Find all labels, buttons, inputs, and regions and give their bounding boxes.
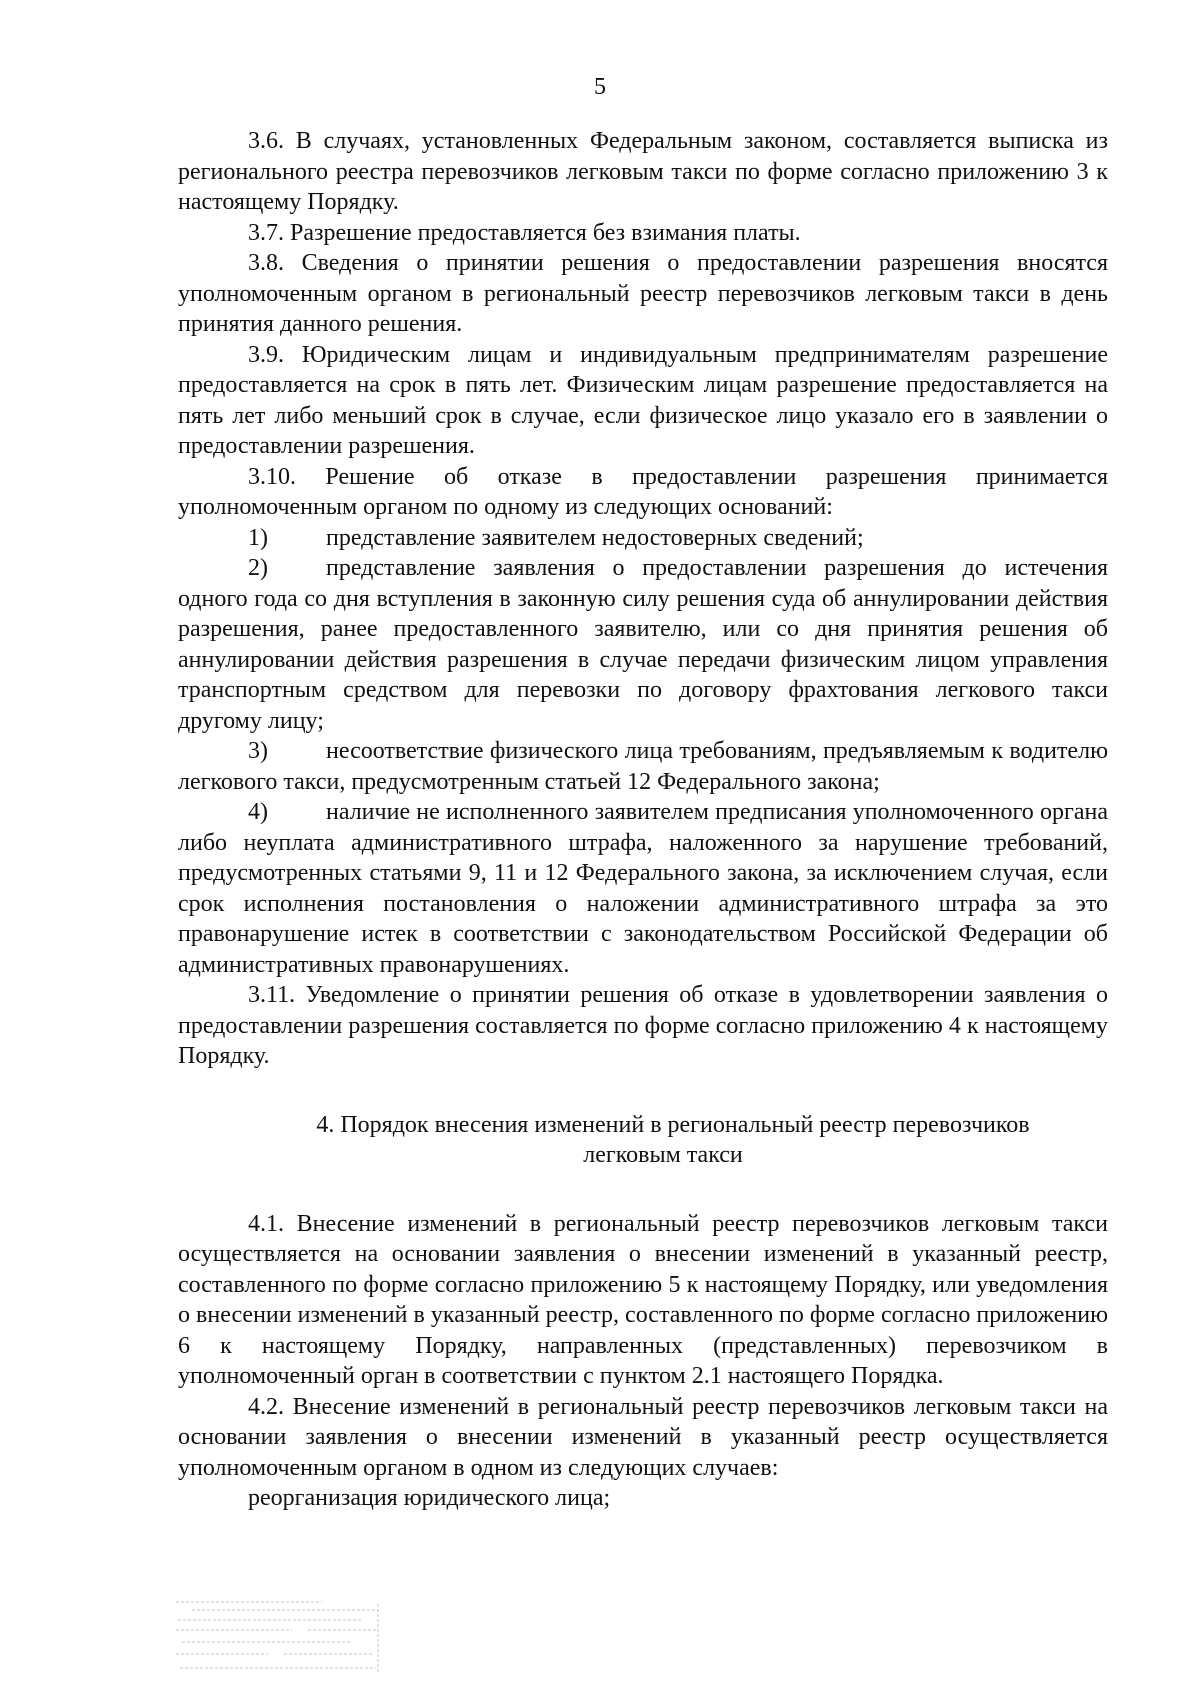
list-item-text: представление заявления о предоставлении разрешения до истечения одного года со дня вступления в законную силу решения суда об аннулировании действия разрешения, ранее предоставленного заявителю, или со дня принятия решения об аннулировании действия разрешения в случае передачи физическим лицом управления транспортным средством для перевозки по договору фрахтования легкового такси другому лицу; [178, 555, 1108, 734]
section-heading-line-2: легковым такси [583, 1142, 743, 1168]
list-item-number: 3) [248, 738, 268, 764]
list-item-4 [178, 797, 1108, 980]
list-item-1 [178, 523, 1108, 554]
section-4 [178, 1209, 1108, 1514]
list-item-3 [178, 736, 1108, 797]
paragraph-4-2: 4.2. Внесение изменений в региональный реестр перевозчиков легковым такси на основании заявления о внесении изменений в указанный реестр осуществляется уполномоченным органом в одном из следующих случаев: [178, 1393, 1108, 1481]
list-item-text: наличие не исполненного заявителем предписания уполномоченного органа либо неуплата административного штрафа, наложенного за нарушение требований, предусмотренных статьями 9, 11 и 12 Федерального закона, за исключением случая, если срок исполнения постановления о наложении административного штрафа за это правонарушение истек в соответствии с законодательством Российской Федерации об административных правонарушениях. [178, 799, 1108, 978]
paragraph-3-8: 3.8. Сведения о принятии решения о предоставлении разрешения вносятся уполномоченным органом в региональный реестр перевозчиков легковым такси в день принятия данного решения. [178, 250, 1108, 337]
list-item-text: несоответствие физического лица требованиям, предъявляемым к водителю легкового такси, предусмотренным статьей 12 Федерального закона; [178, 738, 1108, 795]
list-item-number: 2) [248, 555, 268, 581]
faded-stamp-mark [172, 1596, 384, 1678]
paragraph-3-10: 3.10. Решение об отказе в предоставлении разрешения принимается уполномоченным органом по одному из следующих оснований: [178, 463, 1108, 520]
section-heading-line-1: 4. Порядок внесения изменений в региональный реестр перевозчиков [316, 1111, 1030, 1138]
list-item-text: представление заявителем недостоверных сведений; [326, 524, 864, 551]
list-item-number: 1) [248, 524, 268, 551]
paragraph-3-11: 3.11. Уведомление о принятии решения об отказе в удовлетворении заявления о предоставлении разрешения составляется по форме согласно приложению 4 к настоящему Порядку. [178, 982, 1108, 1069]
section-heading [178, 1110, 1108, 1171]
section-3-continued [178, 126, 1108, 1072]
document-body [178, 126, 1108, 1514]
paragraph-3-9: 3.9. Юридическим лицам и индивидуальным предпринимателям разрешение предоставляется на срок в пять лет. Физическим лицам разрешение предоставляется на пять лет либо меньший срок в случае, если физическое лицо указало его в заявлении о предоставлении разрешения. [178, 341, 1108, 459]
list-item-2 [178, 553, 1108, 736]
paragraph-3-7: 3.7. Разрешение предоставляется без взимания платы. [248, 219, 801, 246]
list-item-number: 4) [248, 799, 268, 825]
paragraph-3-6: 3.6. В случаях, установленных Федеральным законом, составляется выписка из регионального реестра перевозчиков легковым такси по форме согласно приложению 3 к настоящему Порядку. [178, 128, 1108, 215]
paragraph-4-1: 4.1. Внесение изменений в региональный реестр перевозчиков легковым такси осуществляется на основании заявления о внесении изменений в указанный реестр, составленного по форме согласно приложению 5 к настоящему Порядку, или уведомления о внесении изменений в указанный реестр, составленного по форме согласно приложению 6 к настоящему Порядку, направленных (представленных) перевозчиком в уполномоченный орган в соответствии с пунктом 2.1 настоящего Порядка. [178, 1210, 1108, 1389]
paragraph-4-2-case-1: реорганизация юридического лица; [248, 1485, 611, 1511]
page-number: 5 [594, 74, 606, 100]
